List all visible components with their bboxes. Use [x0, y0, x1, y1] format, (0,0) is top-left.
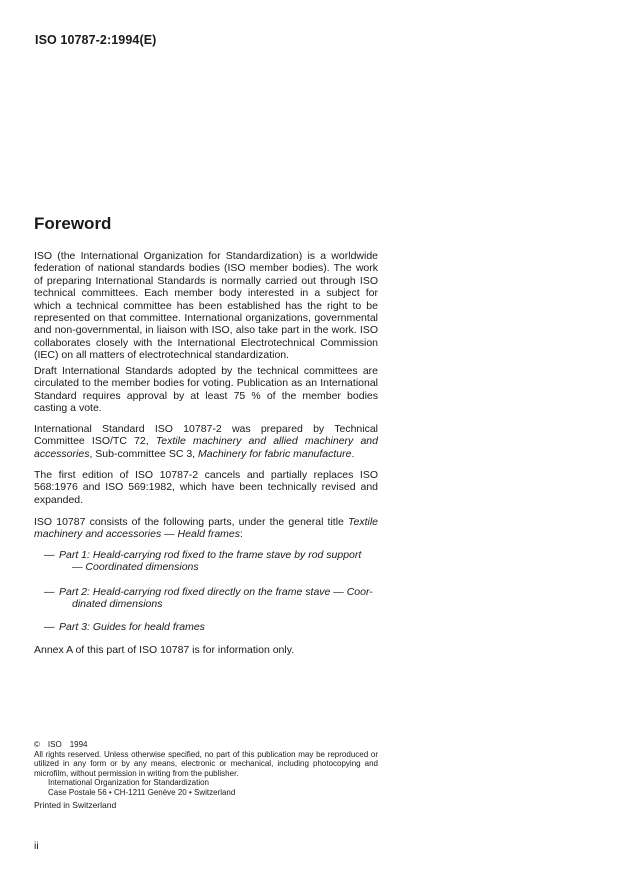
- part-title: Part 3: Guides for heald frames: [59, 621, 205, 633]
- subcommittee-title: Machinery for fabric manufacture: [198, 447, 352, 460]
- text-run: .: [351, 447, 355, 460]
- paragraph-text: [34, 423, 378, 460]
- foreword-paragraph-3: [34, 423, 378, 460]
- publisher-name: International Organization for Standardization: [48, 778, 209, 788]
- general-title: Textile machinery and accessories — Heald frames: [34, 516, 378, 541]
- part-list-item: [34, 621, 378, 633]
- part-list-item: [34, 586, 378, 611]
- copyright-line: [34, 740, 378, 750]
- text-run: International Standard ISO 10787-2 was prepared by Technical Committee ISO/TC 72,: [34, 423, 378, 448]
- foreword-paragraph-1: [34, 250, 378, 362]
- foreword-paragraph-4: [34, 469, 378, 506]
- part-title-continued: dinated dimensions: [72, 598, 163, 611]
- list-dash: —: [44, 621, 55, 633]
- part-title: Part 2: Heald-carrying rod fixed directly on the frame stave — Coor-: [59, 586, 373, 598]
- page-title: Foreword: [34, 214, 112, 233]
- paragraph-text: Draft International Standards adopted by the technical committees are circulated to the member bodies for voting. Publication as an International Standard requires approval by at least 75 % of the member bodies casting a vote.: [34, 365, 378, 415]
- part-title-continued: — Coordinated dimensions: [72, 561, 199, 574]
- part-title: Part 1: Heald-carrying rod fixed to the frame stave by rod support: [59, 549, 362, 561]
- foreword-paragraph-2: [34, 365, 378, 415]
- copyright-year: 1994: [69, 740, 88, 749]
- publisher-address: Case Postale 56 • CH-1211 Genève 20 • Switzerland: [48, 787, 236, 797]
- copyright-block: [34, 740, 378, 798]
- list-dash: —: [44, 549, 55, 561]
- annex-note: Annex A of this part of ISO 10787 is for information only.: [34, 644, 295, 656]
- text-run: :: [240, 528, 243, 541]
- text-run: ISO 10787 consists of the following parts, under the general title: [34, 516, 349, 528]
- foreword-paragraph-5: [34, 516, 378, 541]
- paragraph-text: [34, 516, 378, 541]
- list-dash: —: [44, 586, 55, 598]
- committee-title: Textile machinery and allied machinery and accessories: [34, 435, 378, 460]
- paragraph-text: ISO (the International Organization for Standardization) is a worldwide federation of national standards bodies (ISO member bodies). The work of preparing International Standards is normally carried out through ISO technical committees. Each member body interested in a subject for which a technical committee has been established has the right to be represented on that committee. International organizations, governmental and non-governmental, in liaison with ISO, also take part in the work. ISO collaborates closely with the International Electrotechnical Commission (IEC) on all matters of electrotechnical standardization.: [34, 250, 378, 362]
- copyright-symbol: ©: [34, 740, 40, 749]
- printed-in: Printed in Switzerland: [34, 800, 117, 810]
- paragraph-text: The first edition of ISO 10787-2 cancels and partially replaces ISO 568:1976 and ISO 569:1982, which have been technically revised and expanded.: [34, 469, 378, 506]
- page-number: ii: [34, 840, 39, 852]
- rights-statement: All rights reserved. Unless otherwise specified, no part of this publication may be reproduced or utilized in any form or by any means, electronic or mechanical, including photocopying and microfilm, without permission in writing from the publisher.: [34, 749, 378, 778]
- copyright-org: ISO: [47, 740, 62, 749]
- text-run: , Sub-committee SC 3,: [89, 447, 198, 460]
- part-list-item: [34, 549, 378, 574]
- document-id-header: ISO 10787-2:1994(E): [35, 33, 157, 47]
